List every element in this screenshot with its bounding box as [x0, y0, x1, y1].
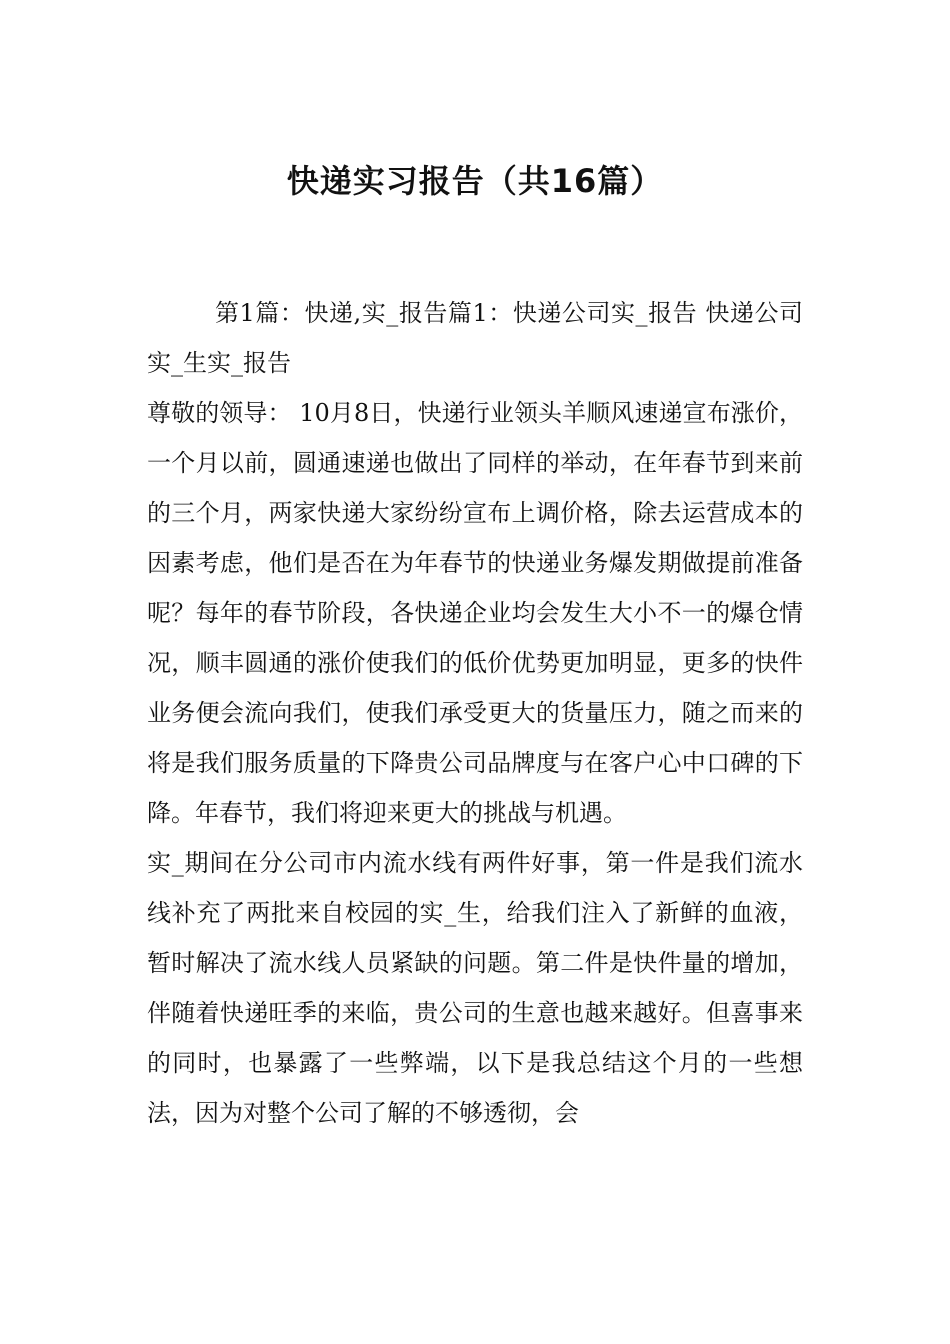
- paragraph-internship: 实_期间在分公司市内流水线有两件好事，第一件是我们流水线补充了两批来自校园的实_生，给我们注入了新鲜的血液，暂时解决了流水线人员紧缺的问题。第二件是快件量的增加，伴随着快递旺季的来临，贵公司的生意也越来越好。但喜事来的同时，也暴露了一些弊端，以下是我总结这个月的一些想法，因为对整个公司了解的不够透彻，会: [147, 849, 803, 1127]
- document-body: [147, 288, 803, 1138]
- paragraph-heading: 第1篇：快递,实_报告篇1：快递公司实_报告 快递公司实_生实_报告: [147, 299, 803, 377]
- paragraph-greeting: 尊敬的领导： 10月8日，快递行业领头羊顺风速递宣布涨价，一个月以前，圆通速递也做出了同样的举动，在年春节到来前的三个月，两家快递大家纷纷宣布上调价格，除去运营成本的因素考虑，他们是否在为年春节的快递业务爆发期做提前准备呢？每年的春节阶段，各快递企业均会发生大小不一的爆仓情况，顺丰圆通的涨价使我们的低价优势更加明显，更多的快件业务便会流向我们，使我们承受更大的货量压力，随之而来的将是我们服务质量的下降贵公司品牌度与在客户心中口碑的下降。年春节，我们将迎来更大的挑战与机遇。: [147, 399, 803, 827]
- document-title: 快递实习报告（共16篇）: [286, 162, 664, 200]
